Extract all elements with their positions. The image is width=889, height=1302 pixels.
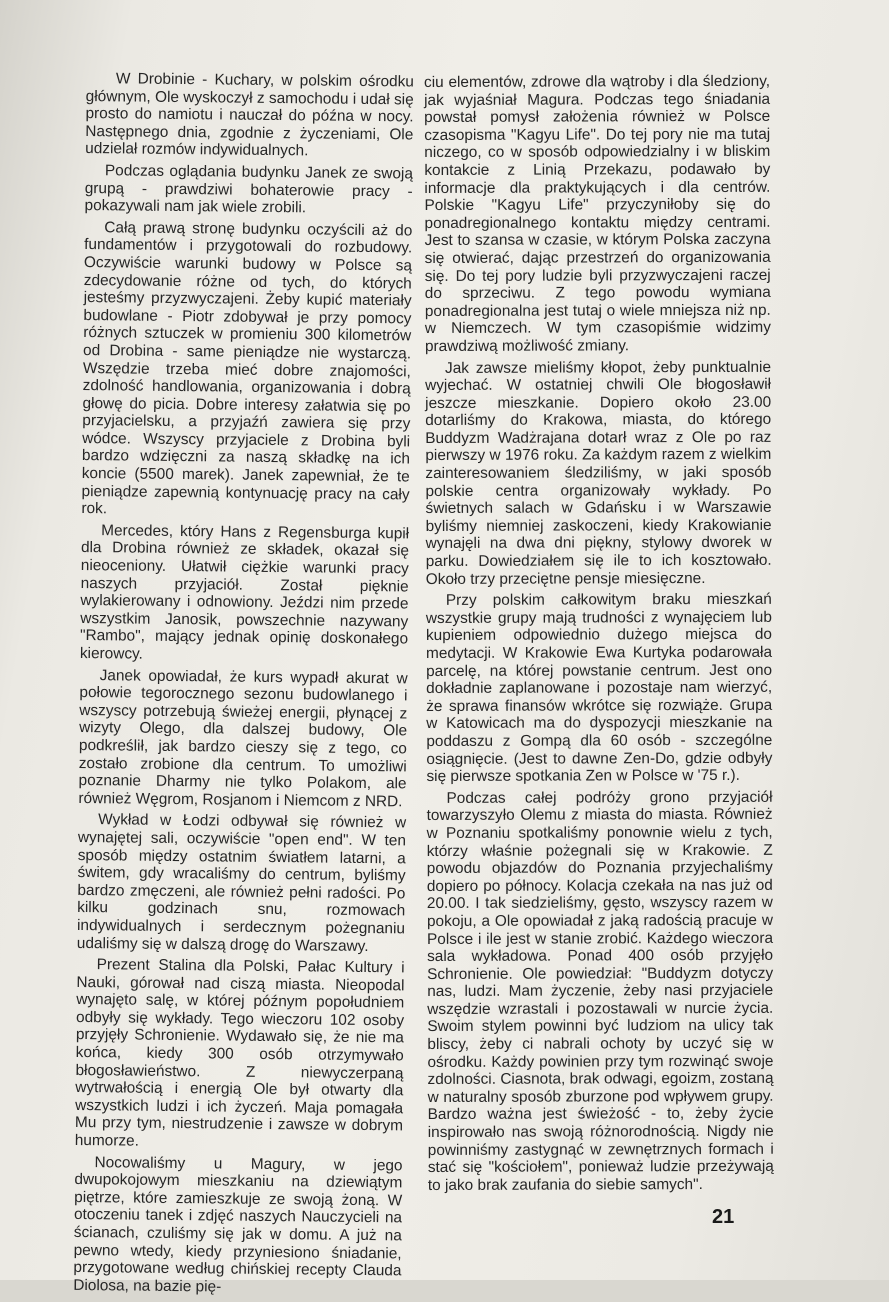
paragraph: Wykład w Łodzi odbywał się również w wynajętej sali, oczywiście "open end". W ten sposób między ostatnim światłem latarni, a świtem, gdy wracaliśmy do centrum, byliśmy bardzo zmęczeni, ale również pełni radości. Po kilku godzinach snu, rozmowach indywidualnych i serdecznym pożegnaniu udaliśmy się w dalszą drogę do Warszawy. <box>76 811 407 955</box>
paragraph: ciu elementów, zdrowe dla wątroby i dla śledziony, jak wyjaśniał Magura. Podczas tego śniadania powstał pomysł założenia również w Polsce czasopisma "Kagyu Life". Do tej pory nie ma tutaj niczego, co w sposób odpowiedzialny i w bliskim kontakcie z Linią Przekazu, podawało by informacje dla praktykujących i dla centrów. Polskie "Kagyu Life" przyczyniłoby się do ponadregionalnego kontaktu między centrami. Jest to szansa w czasie, w którym Polska zaczyna się otwierać, dając przestrzeń do organizowania się. Do tej pory ludzie byli przyzwyczajeni raczej do sprzeciwu. Z tego powodu wymiana ponadregionalna jest tutaj o wiele mniejsza niż np. w Niemczech. W tym czasopiśmie widzimy prawdziwą możliwość zmiany. <box>424 72 771 355</box>
paragraph: Mercedes, który Hans z Regensburga kupił dla Drobina również ze składek, okazał się nieoceniony. Ułatwił ciężkie warunki pracy naszych przyjaciół. Został pięknie wylakierowany i odnowiony. Jeździ nim przede wszystkim Janosik, powszechnie nazywany "Rambo", mający jednak opinię doskonałego kierowcy. <box>79 522 410 663</box>
right-column <box>424 73 774 1199</box>
page-number: 21 <box>712 1206 735 1228</box>
paragraph: W Drobinie - Kuchary, w polskim ośrodku głównym, Ole wyskoczył z samochodu i udał się prosto do namiotu i nauczał do późna w nocy. Następnego dnia, zgodnie z życzeniami, Ole udzielał rozmów indywidualnych. <box>85 70 414 160</box>
paragraph: Podczas całej podróży grono przyjaciół towarzyszyło Olemu z miasta do miasta. Również w Poznaniu spotkaliśmy ponownie wielu z tych, którzy właśnie pożegnali się w Krakowie. Z powodu objazdów do Poznania przyjechaliśmy dopiero po północy. Kolacja czekała na nas już od 20.00. I tak siedzieliśmy, gęsto, wszyscy razem w pokoju, a Ole opowiadał z jaką radością pracuje w Polsce i ile jest w stanie zrobić. Każdego wieczora sala wykładowa. Ponad 400 osób przyjęło Schronienie. Ole powiedział: "Buddyzm dotyczy nas, ludzi. Mam życzenie, żeby nasi przyjaciele wszędzie wzrastali i pozostawali w nurcie życia. Swoim stylem powinni być ludziom na ulicy tak bliscy, żeby ci nabrali ochoty by uczyć się w ośrodku. Każdy powinien przy tym rozwinąć swoje zdolności. Ciasnota, brak odwagi, egoizm, zostaną w naturalny sposób zburzone pod wpływem grupy. Bardzo ważna jest świeżość - to, żeby życie inspirowało nas swoją różnorodnością. Nigdy nie powinniśmy zastygnąć w zewnętrznych formach i stać się "kościołem", ponieważ ludzie przeżywają to jako brak zaufania do siebie samych". <box>426 788 774 1194</box>
paragraph: Całą prawą stronę budynku oczyścili aż do fundamentów i przygotowali do rozbudowy. Oczywiście warunki budowy w Polsce są zdecydowanie różne od tych, do których jesteśmy przyzwyczajeni. Żeby kupić materiały budowlane - Piotr zdobywał je przy pomocy różnych sztuczek w promieniu 300 kilometrów od Drobina - same pieniądze nie wystarczą. Wszędzie trzeba mieć dobre znajomości, zdolność handlowania, organizowania i dobrą głowę do picia. Dobre interesy załatwia się po przyjacielsku, a przyjaźń zawiera się przy wódce. Wszyscy przyjaciele z Drobina byli bardzo wdzięczni za naszą składkę na ich koncie (5500 marek). Janek zapewniał, że te pieniądze zapewnią kontynuację pracy na cały rok. <box>81 218 413 518</box>
left-column <box>73 70 414 1302</box>
paragraph: Przy polskim całkowitym braku mieszkań wszystkie grupy mają trudności z wynajęciem lub kupieniem odpowiednio dużego miejsca do medytacji. W Krakowie Ewa Kurtyka podarowała parcelę, na której powstanie centrum. Jest ono dokładnie zaplanowane i pozostaje nam wierzyć, że sprawa finansów wkrótce się rozwiąże. Grupa w Katowicach ma do dyspozycji mieszkanie na poddaszu z Gompą dla 60 osób - szczególne osiągnięcie. (Jest to dawne Zen-Do, gdzie odbyły się pierwsze spotkania Zen w Polsce w '75 r.). <box>425 591 773 786</box>
paragraph: Prezent Stalina dla Polski, Pałac Kultury i Nauki, górował nad ciszą miasta. Nieopodal wynajęto salę, w której późnym popołudniem odbyły się wykłady. Tego wieczoru 102 osoby przyjęły Schronienie. Wydawało się, że nie ma końca, kiedy 300 osób otrzymywało błogosławieństwo. Z niewyczerpaną wytrwałością i energią Ole był otwarty dla wszystkich ludzi i ich życzeń. Maja pomagała Mu przy tym, niestrudzenie i zawsze w dobrym humorze. <box>74 956 405 1150</box>
paragraph: Nocowaliśmy u Magury, w jego dwupokojowym mieszkaniu na dziewiątym piętrze, które zamieszkuje ze swoją żoną. W otoczeniu tanek i zdjęć naszych Nauczycieli na ścianach, czuliśmy się jak w domu. A już na pewno wtedy, kiedy przyniesiono śniadanie, przygotowane według chińskiej recepty Clauda Diolosa, na bazie pię- <box>73 1153 403 1296</box>
paragraph: Jak zawsze mieliśmy kłopot, żeby punktualnie wyjechać. W ostatniej chwili Ole błogosławił jeszcze mieszkanie. Dopiero około 23.00 dotarliśmy do Krakowa, miasta, do którego Buddyzm Wadżrajana dotarł wraz z Ole po raz pierwszy w 1976 roku. Za każdym razem z wielkim zainteresowaniem śledziliśmy, w jaki sposób polskie centra organizowały wykłady. Po świetnych salach w Gdańsku i w Warszawie byliśmy niemniej zaskoczeni, kiedy Krakowianie wynajęli na dwa dni piękny, stylowy dworek w parku. Dowiedziałem się ile to ich kosztowało. Około trzy przeciętne pensje miesięczne. <box>425 358 772 588</box>
paragraph: Podczas oglądania budynku Janek ze swoją grupą - prawdziwi bohaterowie pracy - pokazywali nam jak wiele zrobili. <box>84 162 414 217</box>
paragraph: Janek opowiadał, że kurs wypadł akurat w połowie tegorocznego sezonu budowlanego i wszyscy potrzebują świeżej energii, płynącej z wizyty Olego, dla dalszej budowy, Ole podkreślił, jak bardzo cieszy się z tego, co zostało zrobione dla centrum. To umożliwi poznanie Dharmy nie tylko Polakom, ale również Węgrom, Rosjanom i Niemcom z NRD. <box>78 666 408 811</box>
